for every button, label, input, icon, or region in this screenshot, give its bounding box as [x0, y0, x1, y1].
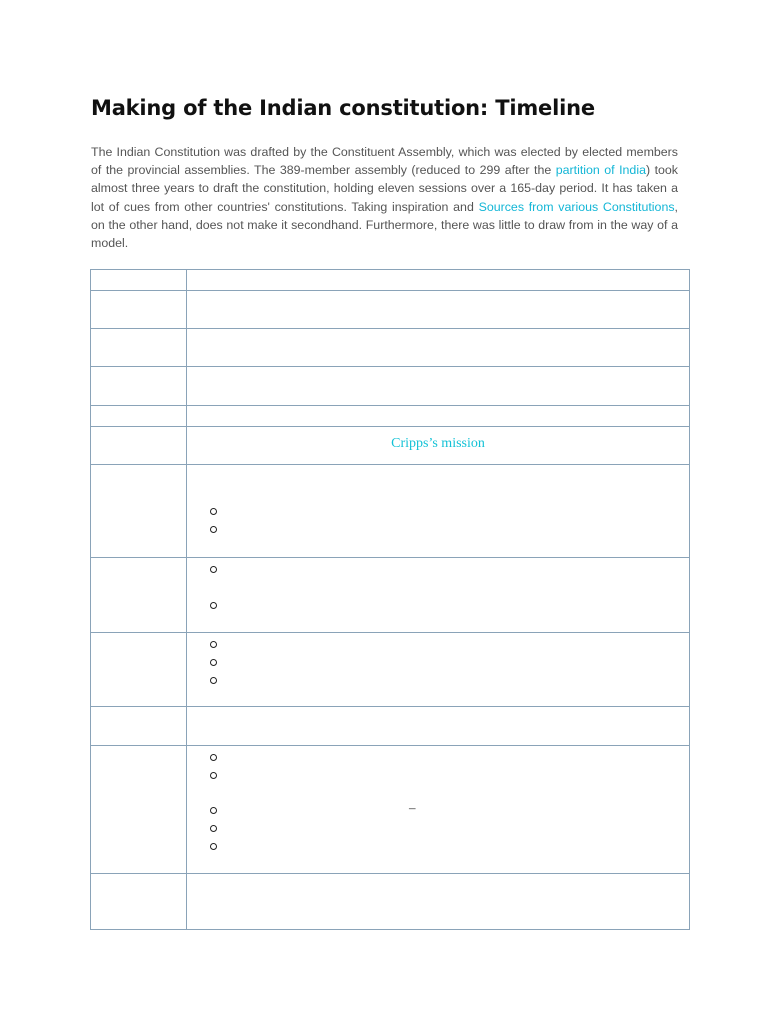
table-row	[91, 874, 690, 930]
event-cell	[187, 874, 690, 930]
table-row	[91, 427, 690, 465]
year-cell	[91, 874, 187, 930]
hollow-bullet-icon	[210, 566, 217, 573]
table-row	[91, 291, 690, 329]
timeline-table	[90, 269, 690, 930]
event-cell	[187, 406, 690, 427]
dash-mark: –	[409, 800, 416, 815]
hollow-bullet-icon	[210, 843, 217, 850]
cripps-mission-text: Cripps’s mission	[391, 436, 485, 451]
hollow-bullet-icon	[210, 772, 217, 779]
event-cell	[187, 707, 690, 746]
table-row	[91, 406, 690, 427]
intro-text-3: , on the other hand, does not make it secondhand. Furthermore, there was little to draw from in the way of a model.	[91, 199, 678, 251]
year-cell	[91, 746, 187, 874]
page-title: Making of the Indian constitution: Timeline	[91, 96, 595, 120]
year-cell	[91, 707, 187, 746]
year-cell	[91, 367, 187, 406]
hollow-bullet-icon	[210, 807, 217, 814]
year-cell	[91, 329, 187, 367]
intro-paragraph	[91, 143, 678, 252]
event-cell	[187, 329, 690, 367]
year-cell	[91, 406, 187, 427]
hollow-bullet-icon	[210, 825, 217, 832]
table-row	[91, 329, 690, 367]
event-cell	[187, 427, 690, 465]
intro-text-2: ) took almost three years to draft the constitution, holding eleven sessions over a 165-day period. It has taken a lot of cues from other countries' constitutions. Taking inspiration and	[91, 163, 678, 214]
hollow-bullet-icon	[210, 641, 217, 648]
table-row	[91, 367, 690, 406]
year-cell	[91, 427, 187, 465]
partition-of-india-link[interactable]: partition of India	[555, 163, 646, 178]
event-cell	[187, 558, 690, 633]
intro-text-1: The Indian Constitution was drafted by the Constituent Assembly, which was elected by elected members of the provincial assemblies. The 389-member assembly (reduced to 299 after the	[91, 145, 678, 178]
event-cell	[187, 465, 690, 558]
year-cell	[91, 465, 187, 558]
year-cell	[91, 270, 187, 291]
event-cell	[187, 367, 690, 406]
table-row	[91, 465, 690, 558]
hollow-bullet-icon	[210, 754, 217, 761]
event-cell	[187, 746, 690, 874]
sources-constitutions-link[interactable]: Sources from various Constitutions	[478, 199, 675, 214]
hollow-bullet-icon	[210, 602, 217, 609]
table-row	[91, 270, 690, 291]
hollow-bullet-icon	[210, 526, 217, 533]
table-row	[91, 558, 690, 633]
event-cell	[187, 633, 690, 707]
table-row	[91, 633, 690, 707]
year-cell	[91, 291, 187, 329]
year-cell	[91, 633, 187, 707]
event-cell	[187, 270, 690, 291]
hollow-bullet-icon	[210, 659, 217, 666]
hollow-bullet-icon	[210, 677, 217, 684]
table-row	[91, 746, 690, 874]
event-cell	[187, 291, 690, 329]
year-cell	[91, 558, 187, 633]
table-row	[91, 707, 690, 746]
hollow-bullet-icon	[210, 508, 217, 515]
